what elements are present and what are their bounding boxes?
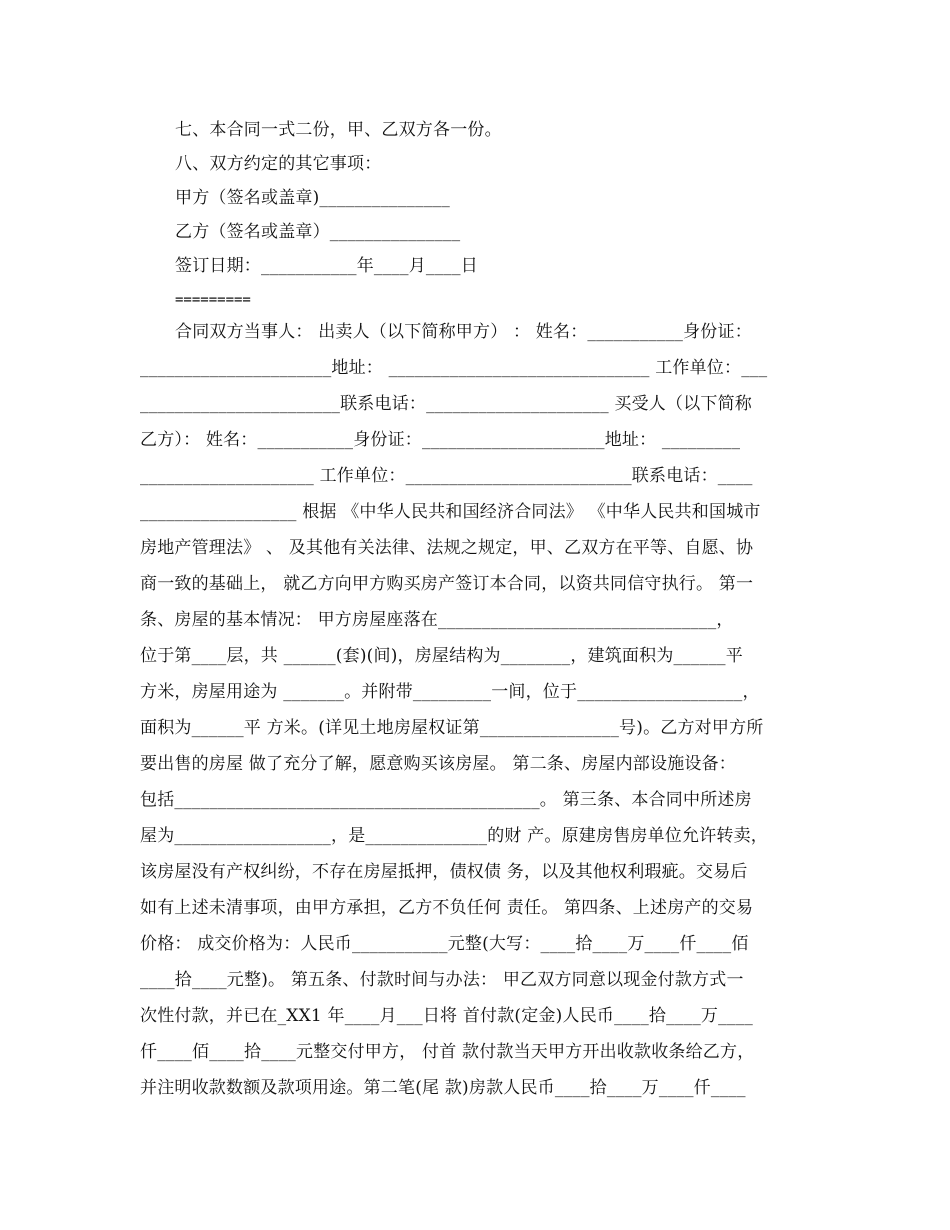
clause-eight: 八、双方约定的其它事项： bbox=[175, 154, 382, 174]
body-line: ____________________ 工作单位：__________________________联系电话：____ bbox=[140, 466, 753, 486]
clause-seven: 七、本合同一式二份，甲、乙双方各一份。 bbox=[175, 120, 502, 140]
body-line: 如有上述未清事项，由甲方承担，乙方不负任何 责任。 第四条、上述房产的交易 bbox=[140, 898, 754, 918]
body-line: 仟____佰____拾____元整交付甲方， 付首 款付款当天甲方开出收款收条给乙方， bbox=[140, 1042, 755, 1062]
body-line: 条、房屋的基本情况： 甲方房屋座落在________________________________， bbox=[140, 610, 734, 630]
body-line: 并注明收款数额及款项用途。第二笔(尾 款)房款人民币____拾____万____仟____ bbox=[140, 1078, 746, 1098]
body-line: 次性付款，并已在_XX1 年____月___日将 首付款(定金)人民币____拾____万____ bbox=[140, 1006, 753, 1026]
section-separator: ========= bbox=[175, 292, 251, 308]
body-line: 价格： 成交价格为：人民币___________元整(大写：____拾____万____仟____佰 bbox=[140, 934, 749, 954]
body-line: 包括__________________________________________。 第三条、本合同中所述房 bbox=[140, 790, 752, 810]
body-line: __________________ 根据 《中华人民共和国经济合同法》 《中华人民共和国城市 bbox=[140, 502, 761, 522]
body-line: 屋为__________________，是______________的财 产。原建房售房单位允许转卖， bbox=[140, 826, 769, 846]
body-line: 该房屋没有产权纠纷，不存在房屋抵押，债权债 务，以及其他权利瑕疵。交易后 bbox=[140, 862, 748, 882]
party-a-signature-line: 甲方（签名或盖章)_______________ bbox=[175, 188, 450, 208]
body-line: 方米，房屋用途为 _______。并附带_________一间，位于___________________， bbox=[140, 682, 760, 702]
body-line: 商一致的基础上， 就乙方向甲方购买房产签订本合同，以资共同信守执行。 第一 bbox=[140, 574, 754, 594]
body-line: ____拾____元整)。 第五条、付款时间与办法： 甲乙双方同意以现金付款方式一 bbox=[140, 970, 744, 990]
body-line: 位于第____层，共 ______(套)(间)，房屋结构为________，建筑面积为______平 bbox=[140, 646, 743, 666]
body-line: 乙方）： 姓名：___________身份证：_____________________地址： _________ bbox=[140, 430, 741, 450]
body-line: 要出售的房屋 做了充分了解，愿意购买该房屋。 第二条、房屋内部设施设备： bbox=[140, 754, 737, 774]
body-line: 面积为______平 方米。(详见土地房屋权证第________________号)。乙方对甲方所 bbox=[140, 718, 764, 738]
body-line: ______________________地址： ______________________________ 工作单位：___ bbox=[140, 358, 768, 378]
body-line: _______________________联系电话：_____________________ 买受人（以下简称 bbox=[140, 394, 753, 414]
body-line: 房地产管理法》 、 及其他有关法律、法规之规定，甲、乙双方在平等、自愿、协 bbox=[140, 538, 754, 558]
signing-date-line: 签订日期：___________年____月____日 bbox=[175, 256, 478, 276]
body-line: 合同双方当事人： 出卖人（以下简称甲方） ： 姓名：___________身份证： bbox=[175, 322, 752, 342]
party-b-signature-line: 乙方（签名或盖章）_______________ bbox=[175, 222, 461, 242]
